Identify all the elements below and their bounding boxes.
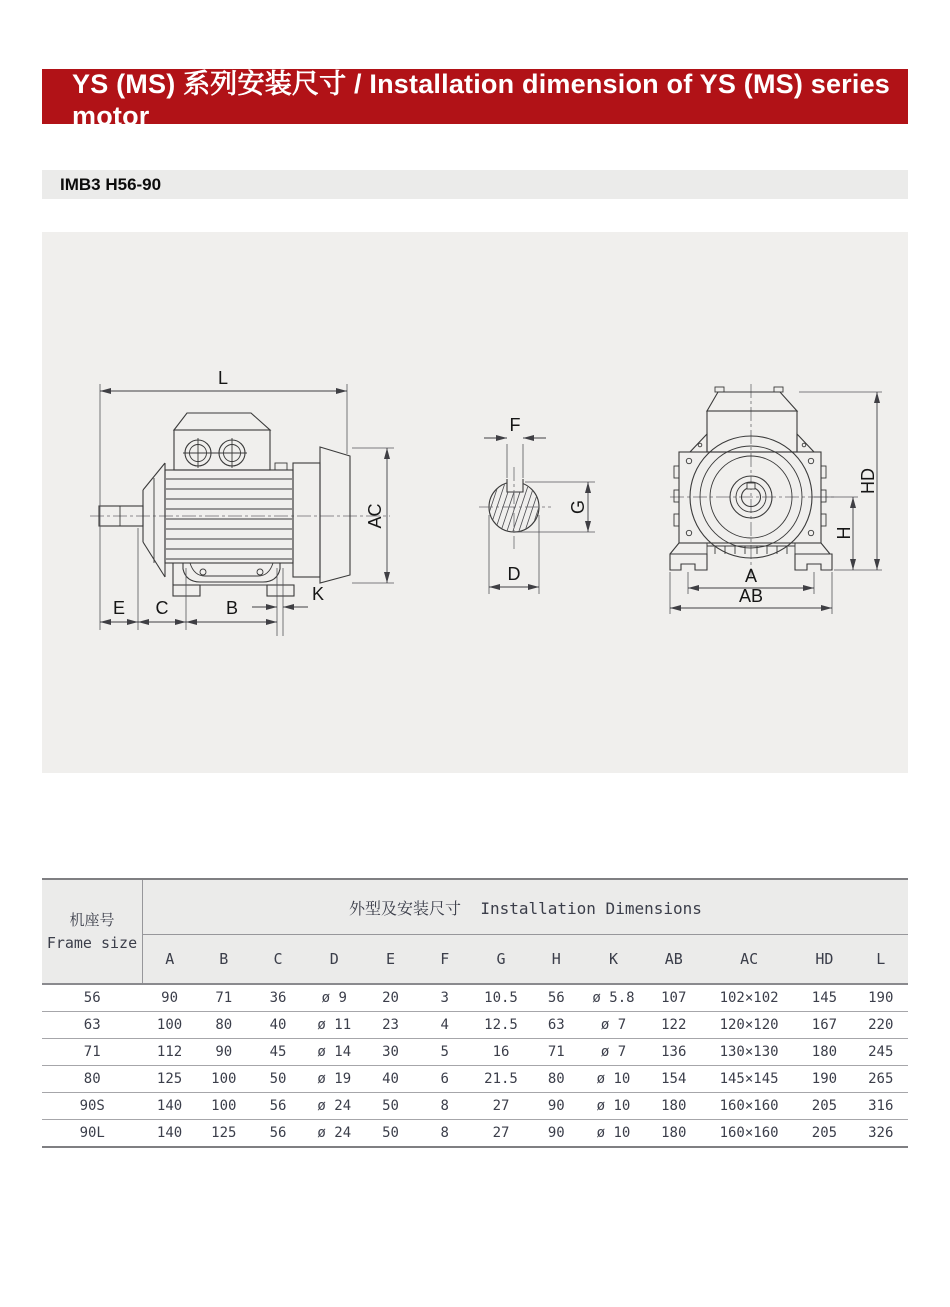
dimension-cell: ø 7 bbox=[582, 1012, 644, 1039]
section-label: IMB3 H56-90 bbox=[60, 174, 162, 194]
dimension-cell: 40 bbox=[363, 1066, 417, 1093]
dimension-table bbox=[42, 878, 908, 1148]
dim-label-e: E bbox=[112, 598, 126, 618]
dimension-cell: ø 7 bbox=[582, 1039, 644, 1066]
dim-label-f: F bbox=[509, 415, 521, 435]
dimension-cell: 10.5 bbox=[472, 984, 530, 1012]
table-row bbox=[42, 1039, 908, 1066]
dimension-cell: 326 bbox=[854, 1120, 908, 1148]
dimension-cell: 20 bbox=[363, 984, 417, 1012]
dim-label-c: C bbox=[155, 598, 169, 618]
dim-label-ab: AB bbox=[738, 586, 764, 606]
dimension-cell: 90 bbox=[142, 984, 196, 1012]
dimension-table-section bbox=[42, 878, 908, 1148]
dimension-cell: 3 bbox=[418, 984, 472, 1012]
dimension-cell: 125 bbox=[197, 1120, 251, 1148]
dimension-cell: 63 bbox=[530, 1012, 582, 1039]
dim-label-hd: HD bbox=[858, 468, 878, 494]
dim-label-l: L bbox=[217, 368, 229, 388]
dimension-cell: 56 bbox=[251, 1093, 305, 1120]
dimension-cell: 140 bbox=[142, 1120, 196, 1148]
dimension-cell: 27 bbox=[472, 1093, 530, 1120]
front-view bbox=[670, 384, 882, 614]
dimension-cell: 245 bbox=[854, 1039, 908, 1066]
dimension-cell: 71 bbox=[197, 984, 251, 1012]
dimension-cell: ø 5.8 bbox=[582, 984, 644, 1012]
dimension-cell: 190 bbox=[795, 1066, 853, 1093]
dimension-cell: 167 bbox=[795, 1012, 853, 1039]
dimension-cell: ø 11 bbox=[305, 1012, 363, 1039]
column-header: F bbox=[418, 935, 472, 985]
table-row bbox=[42, 1066, 908, 1093]
column-header: D bbox=[305, 935, 363, 985]
dimension-cell: 90 bbox=[530, 1093, 582, 1120]
dimension-cell: 6 bbox=[418, 1066, 472, 1093]
dimension-cell: ø 24 bbox=[305, 1093, 363, 1120]
dimension-cell: 50 bbox=[363, 1120, 417, 1148]
dimension-cell: ø 10 bbox=[582, 1066, 644, 1093]
dimension-cell: 50 bbox=[251, 1066, 305, 1093]
dimension-cell: 190 bbox=[854, 984, 908, 1012]
frame-size-cell: 56 bbox=[42, 984, 142, 1012]
dimension-cell: 90 bbox=[530, 1120, 582, 1148]
column-header: K bbox=[582, 935, 644, 985]
dimension-cell: 136 bbox=[645, 1039, 703, 1066]
frame-size-cell: 90S bbox=[42, 1093, 142, 1120]
column-header: HD bbox=[795, 935, 853, 985]
dimension-cell: 316 bbox=[854, 1093, 908, 1120]
table-row bbox=[42, 984, 908, 1012]
dimension-cell: 23 bbox=[363, 1012, 417, 1039]
group-header-en: Installation Dimensions bbox=[480, 898, 702, 918]
dimension-cell: 145×145 bbox=[703, 1066, 795, 1093]
dimension-cell: 4 bbox=[418, 1012, 472, 1039]
dim-label-g: G bbox=[568, 499, 588, 515]
dimension-cell: 180 bbox=[795, 1039, 853, 1066]
group-header bbox=[142, 879, 908, 935]
dimension-cell: 8 bbox=[418, 1120, 472, 1148]
dimension-cell: 80 bbox=[530, 1066, 582, 1093]
side-view bbox=[90, 368, 394, 636]
dimension-cell: 125 bbox=[142, 1066, 196, 1093]
technical-drawing bbox=[42, 232, 908, 773]
frame-size-cell: 90L bbox=[42, 1120, 142, 1148]
dimension-cell: 80 bbox=[197, 1012, 251, 1039]
column-header: AB bbox=[645, 935, 703, 985]
dimension-cell: 160×160 bbox=[703, 1093, 795, 1120]
dimension-cell: 154 bbox=[645, 1066, 703, 1093]
column-header: A bbox=[142, 935, 196, 985]
shaft-section-view bbox=[479, 415, 595, 594]
dimension-cell: 50 bbox=[363, 1093, 417, 1120]
dimension-cell: 90 bbox=[197, 1039, 251, 1066]
dimension-cell: 5 bbox=[418, 1039, 472, 1066]
dimension-cell: 180 bbox=[645, 1120, 703, 1148]
page-title-banner bbox=[42, 68, 908, 131]
frame-size-header bbox=[42, 879, 142, 984]
dimension-cell: 36 bbox=[251, 984, 305, 1012]
frame-size-cell: 71 bbox=[42, 1039, 142, 1066]
dimension-cell: 56 bbox=[530, 984, 582, 1012]
dim-label-k: K bbox=[311, 584, 325, 604]
dimension-cell: ø 10 bbox=[582, 1120, 644, 1148]
drawing-panel bbox=[42, 232, 908, 773]
column-header: G bbox=[472, 935, 530, 985]
dim-label-h: H bbox=[834, 526, 854, 540]
dimension-cell: 160×160 bbox=[703, 1120, 795, 1148]
column-header: L bbox=[854, 935, 908, 985]
column-header: H bbox=[530, 935, 582, 985]
dimension-cell: 40 bbox=[251, 1012, 305, 1039]
dimension-cell: 107 bbox=[645, 984, 703, 1012]
table-row bbox=[42, 1012, 908, 1039]
dimension-cell: 145 bbox=[795, 984, 853, 1012]
dimension-cell: 130×130 bbox=[703, 1039, 795, 1066]
dimension-table-body bbox=[42, 984, 908, 1147]
dimension-cell: 45 bbox=[251, 1039, 305, 1066]
dimension-cell: 180 bbox=[645, 1093, 703, 1120]
dimension-cell: 100 bbox=[197, 1066, 251, 1093]
column-header-row bbox=[42, 935, 908, 985]
dim-label-a: A bbox=[744, 566, 758, 586]
dimension-cell: ø 9 bbox=[305, 984, 363, 1012]
frame-size-cell: 80 bbox=[42, 1066, 142, 1093]
dimension-cell: 16 bbox=[472, 1039, 530, 1066]
dimension-cell: 205 bbox=[795, 1120, 853, 1148]
dimension-cell: 12.5 bbox=[472, 1012, 530, 1039]
dim-label-ac: AC bbox=[365, 503, 385, 529]
dimension-cell: ø 19 bbox=[305, 1066, 363, 1093]
frame-size-header-en: Frame size bbox=[46, 933, 138, 952]
dimension-cell: 27 bbox=[472, 1120, 530, 1148]
dimension-cell: 122 bbox=[645, 1012, 703, 1039]
frame-size-header-zh: 机座号 bbox=[69, 911, 115, 929]
dimension-cell: 140 bbox=[142, 1093, 196, 1120]
frame-size-cell: 63 bbox=[42, 1012, 142, 1039]
dimension-cell: 21.5 bbox=[472, 1066, 530, 1093]
dimension-cell: 30 bbox=[363, 1039, 417, 1066]
column-header: AC bbox=[703, 935, 795, 985]
dimension-cell: 71 bbox=[530, 1039, 582, 1066]
dimension-cell: 102×102 bbox=[703, 984, 795, 1012]
dimension-cell: 112 bbox=[142, 1039, 196, 1066]
table-row bbox=[42, 1120, 908, 1148]
section-band bbox=[42, 170, 908, 199]
dimension-cell: 205 bbox=[795, 1093, 853, 1120]
dimension-cell: ø 14 bbox=[305, 1039, 363, 1066]
dimension-cell: 8 bbox=[418, 1093, 472, 1120]
dimension-cell: 265 bbox=[854, 1066, 908, 1093]
page-title: YS (MS) 系列安装尺寸 / Installation dimension of YS (MS) series motor bbox=[72, 68, 891, 131]
dim-label-b: B bbox=[225, 598, 239, 618]
column-header: C bbox=[251, 935, 305, 985]
dimension-cell: 100 bbox=[197, 1093, 251, 1120]
group-header-zh: 外型及安装尺寸 bbox=[349, 898, 462, 918]
table-row bbox=[42, 1093, 908, 1120]
dim-label-d: D bbox=[507, 564, 521, 584]
dimension-cell: 100 bbox=[142, 1012, 196, 1039]
dimension-cell: ø 24 bbox=[305, 1120, 363, 1148]
dimension-cell: 56 bbox=[251, 1120, 305, 1148]
dimension-cell: 120×120 bbox=[703, 1012, 795, 1039]
column-header: B bbox=[197, 935, 251, 985]
dimension-cell: 220 bbox=[854, 1012, 908, 1039]
column-header: E bbox=[363, 935, 417, 985]
dimension-cell: ø 10 bbox=[582, 1093, 644, 1120]
